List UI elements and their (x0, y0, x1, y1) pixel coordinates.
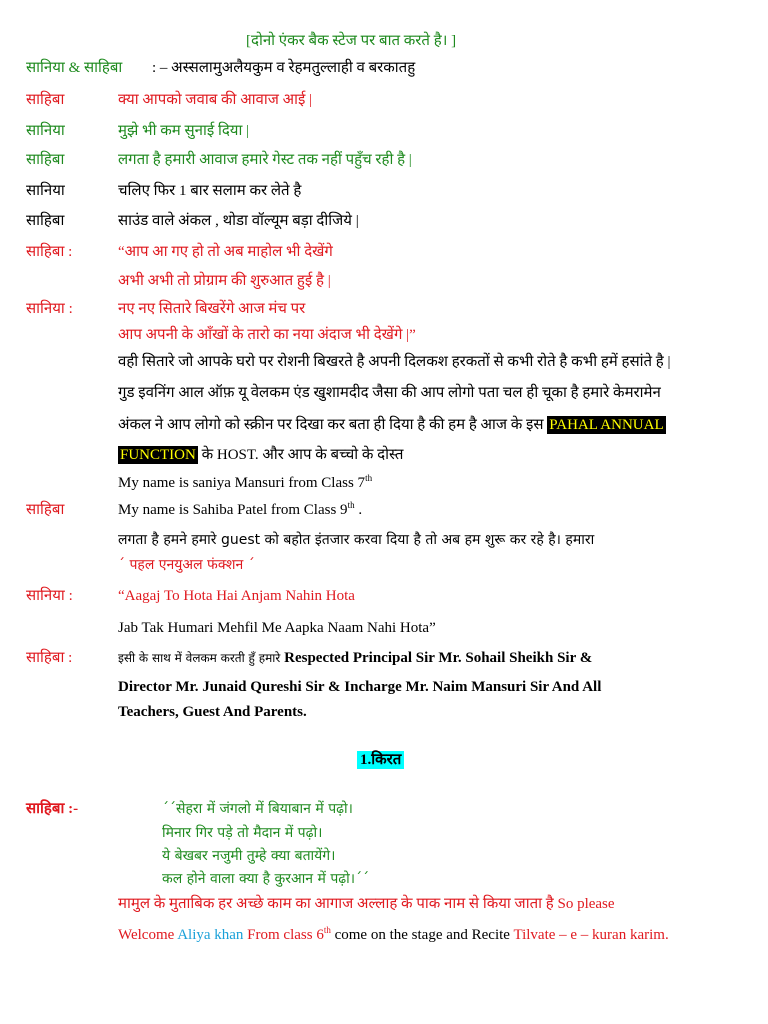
intro-text: My name is saniya Mansuri from Class 7 (118, 475, 366, 491)
final-text: Welcome (118, 927, 178, 943)
speaker-sahiba: साहिबा (26, 502, 65, 518)
paragraph-line (118, 415, 666, 435)
welcome-text: इसी के साथ में वेलकम करती हुँ हमारे (118, 651, 285, 665)
intro-text: My name is Sahiba Patel from Class 9 (118, 502, 348, 518)
greeting-text: : – अस्सलामुअलैयकुम व रेहमतुल्लाही व बरकातहु (152, 60, 416, 76)
speaker-saniya: सानिया : (26, 301, 73, 317)
intro-saniya (118, 473, 372, 493)
poem-line: अभी अभी तो प्रोग्राम की शुरुआत हुई है | (118, 273, 331, 289)
pahal-function-text: ´ पहल एनयुअल फंक्शन ´ (118, 557, 255, 573)
speaker-saniya: सानिया : (26, 588, 73, 604)
section-title (357, 750, 404, 770)
welcome-names: Teachers, Guest And Parents. (118, 704, 307, 720)
speaker-sahiba: साहिबा : (26, 244, 73, 260)
shayari-line: Jab Tak Humari Mehfil Me Aapka Naam Nahi Hota” (118, 620, 436, 636)
shayari-line: “Aagaj To Hota Hai Anjam Nahin Hota (118, 588, 355, 604)
dialogue-text: मुझे भी कम सुनाई दिया | (118, 123, 250, 139)
poem-line: आप अपनी के आँखों के तारो का नया अंदाज भी देखेंगे |” (118, 327, 416, 343)
final-text: come on the stage and Recite (330, 927, 514, 943)
speaker-saniya: सानिया (26, 183, 65, 199)
paragraph-line (118, 445, 403, 465)
poem-line: कल होने वाला क्या है कुरआन में पढ़ो।´´ (162, 871, 370, 887)
paragraph-text: के HOST. और आप के बच्चो के दोस्त (197, 447, 404, 463)
dialogue-text: साउंड वाले अंकल , थोडा वॉल्यूम बड़ा दीजिये | (118, 213, 359, 229)
intro-text: . (354, 502, 363, 518)
final-line (118, 925, 669, 945)
poem-line: नए नए सितारे बिखरेंगे आज मंच पर (118, 301, 306, 317)
speaker-saniya-sahiba: सानिया & साहिबा (26, 60, 123, 76)
stage-note: [दोनो एंकर बैक स्टेज पर बात करते है। ] (246, 33, 457, 49)
poem-line: “आप आ गए हो तो अब माहोल भी देखेंगे (118, 244, 333, 260)
final-text: From class 6 (243, 927, 324, 943)
poem-line: ये बेखबर नजुमी तुम्हे क्या बतायेंगे। (162, 848, 336, 864)
paragraph-line: गुड इवनिंग आल ऑफ़ यू वेलकम एंड खुशामदीद जैसा की आप लोगो पता चल ही चूका है हमारे केमरामेन (118, 385, 661, 401)
function-highlight: FUNCTION (120, 447, 196, 463)
mamul-line (118, 894, 615, 914)
pahal-annual-highlight: PAHAL ANNUAL (549, 417, 664, 433)
speaker-sahiba: साहिबा : (26, 650, 73, 666)
poem-line: मिनार गिर पड़े तो मैदान में पढ़ो। (162, 825, 323, 841)
section-title-text: 1.किरत (357, 751, 404, 769)
welcome-names: Director Mr. Junaid Qureshi Sir & Incharge Mr. Naim Mansuri Sir And All (118, 679, 602, 695)
speaker-sahiba: साहिबा (26, 92, 65, 108)
speaker-sahiba: साहिबा :- (26, 801, 79, 817)
so-please-text: So please (557, 896, 615, 912)
dialogue-text: लगता है हमारी आवाज हमारे गेस्ट तक नहीं पहुँच रही है | (118, 152, 412, 168)
tilvate-text: Tilvate – e – kuran karim. (513, 927, 669, 943)
paragraph-text: अंकल ने आप लोगो को स्क्रीन पर दिखा कर बता ही दिया है की हम है आज के इस (118, 417, 548, 433)
welcome-line (118, 648, 592, 668)
poem-line: ´´सेहरा में जंगलो में बियाबान में पढ़ो। (162, 801, 353, 817)
speaker-sahiba: साहिबा (26, 213, 65, 229)
speaker-sahiba: साहिबा (26, 152, 65, 168)
welcome-names: Respected Principal Sir Mr. Sohail Sheikh Sir & (284, 650, 593, 666)
ordinal-suffix: th (323, 925, 331, 935)
intro-sahiba (118, 500, 362, 520)
speaker-saniya: सानिया (26, 123, 65, 139)
student-name: Aliya khan (177, 927, 244, 943)
mamul-text: मामुल के मुताबिक हर अच्छे काम का आगाज अल्लाह के पाक नाम से किया जाता है (118, 896, 558, 912)
dialogue-text: चलिए फिर 1 बार सलाम कर लेते है (118, 183, 302, 199)
ordinal-suffix: th (347, 500, 355, 510)
ordinal-suffix: th (365, 473, 373, 483)
guest-line: लगता है हमने हमारे guest को बहोत इंतजार करवा दिया है तो अब हम शुरू कर रहे है। हमारा (118, 532, 595, 548)
dialogue-text: क्या आपको जवाब की आवाज आई | (118, 92, 313, 108)
paragraph-line: वही सितारे जो आपके घरो पर रोशनी बिखरते है अपनी दिलकश हरकतों से कभी रोते है कभी हमें हसांते है | (118, 354, 671, 370)
